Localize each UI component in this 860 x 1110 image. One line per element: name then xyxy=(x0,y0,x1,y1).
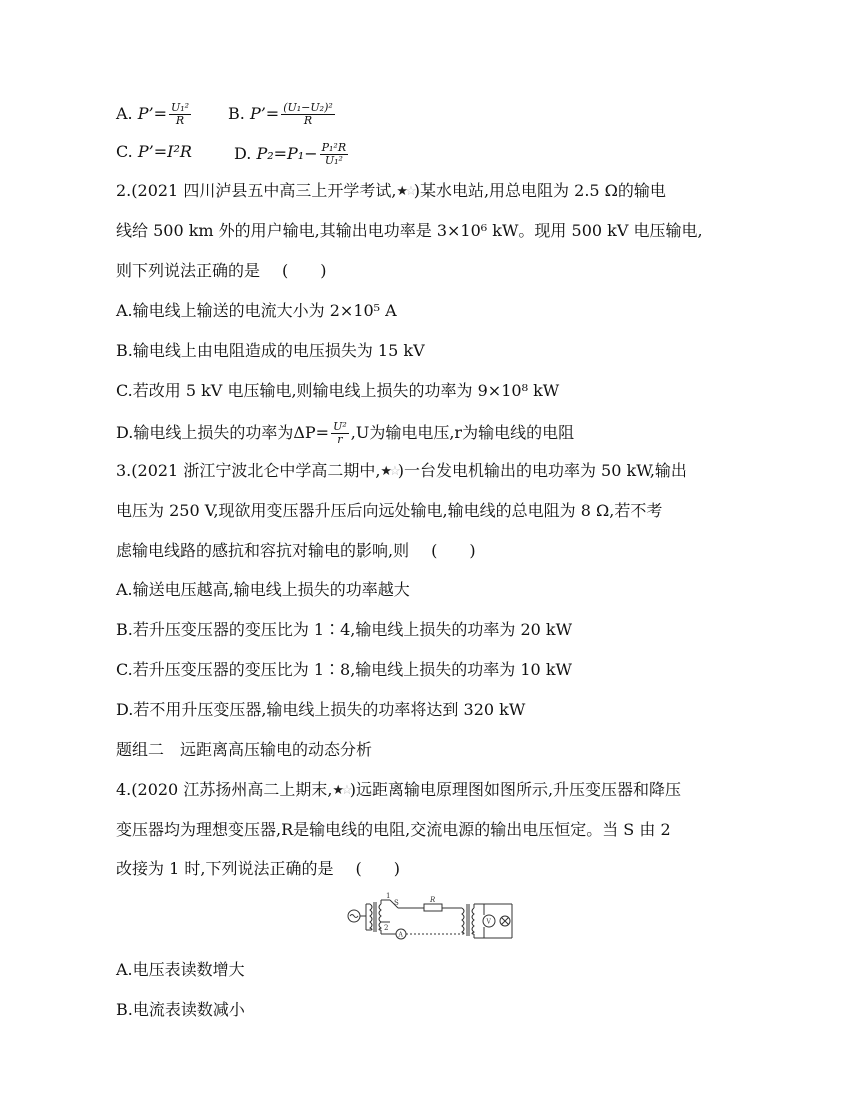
q3-option-a: A.输送电压越高,输电线上损失的功率越大 xyxy=(116,580,410,599)
fraction xyxy=(281,102,335,127)
option-label: B. xyxy=(228,104,245,123)
denominator: r xyxy=(337,433,343,446)
fraction xyxy=(169,102,191,127)
q2-stem-line-1 xyxy=(116,181,666,202)
q3-stem-line-1 xyxy=(116,461,687,482)
option-label: A. xyxy=(116,104,133,123)
transformer-secondary-icon xyxy=(379,904,381,930)
switch-s-label: S xyxy=(394,899,399,907)
q3-stem-line-3 xyxy=(116,541,476,561)
transformer-primary-icon xyxy=(370,904,372,930)
q2-option-d xyxy=(116,421,574,446)
voltmeter-label: V xyxy=(486,918,491,926)
question-text: )某水电站,用总电阻为 2.5 Ω的输电 xyxy=(413,181,666,200)
option-text: D.输电线上损失的功率为ΔP= xyxy=(116,423,330,442)
q3-option-b: B.若升压变压器的变压比为 1∶4,输电线上损失的功率为 20 kW xyxy=(116,620,573,639)
question-text: 3.(2021 浙江宁波北仑中学高二期中, xyxy=(116,461,381,480)
q2-stem-line-2: 线给 500 km 外的用户输电,其输出电功率是 3×10⁶ kW。现用 500 kV 电压输电, xyxy=(116,221,703,240)
formula-lhs: P₂=P₁− xyxy=(256,144,318,163)
numerator: (U₁−U₂)² xyxy=(283,101,333,114)
q3-option-c: C.若升压变压器的变压比为 1∶8,输电线上损失的功率为 10 kW xyxy=(116,660,572,679)
option-label: D. xyxy=(234,144,252,163)
q1-option-c xyxy=(116,142,192,162)
numerator: U₁² xyxy=(171,101,190,114)
q2-option-c: C.若改用 5 kV 电压输电,则输电线上损失的功率为 9×10⁸ kW xyxy=(116,381,560,400)
difficulty-star-icon xyxy=(380,462,397,482)
difficulty-star-icon xyxy=(332,781,349,801)
q4-option-a: A.电压表读数增大 xyxy=(116,960,245,979)
option-label: C. xyxy=(116,142,133,161)
answer-blank: ( ) xyxy=(355,859,400,878)
question-text: 虑输电线路的感抗和容抗对输电的影响,则 xyxy=(116,541,410,560)
ammeter-label: A xyxy=(398,931,403,939)
fraction xyxy=(320,142,349,167)
difficulty-star-icon xyxy=(396,182,413,202)
section-title: 题组二 远距离高压输电的动态分析 xyxy=(116,740,373,759)
star-empty-icon: ☆ xyxy=(405,184,414,199)
star-empty-icon: ☆ xyxy=(341,783,350,798)
formula: P’=I²R xyxy=(137,142,192,161)
denominator: U₁² xyxy=(324,154,343,167)
tap-2-label: 2 xyxy=(384,924,389,932)
star-empty-icon: ☆ xyxy=(389,464,398,479)
q1-option-b xyxy=(228,102,337,127)
q1-option-d xyxy=(234,142,350,167)
question-text: 则下列说法正确的是 xyxy=(116,261,261,280)
denominator: R xyxy=(175,114,185,127)
q2-option-a: A.输电线上输送的电流大小为 2×10⁵ A xyxy=(116,301,397,320)
star-filled-icon: ★ xyxy=(380,464,390,479)
formula-lhs: P’= xyxy=(249,104,280,123)
fraction xyxy=(331,421,349,446)
answer-blank: ( ) xyxy=(282,261,327,280)
circuit-diagram xyxy=(344,890,516,942)
star-filled-icon: ★ xyxy=(396,184,406,199)
q3-stem-line-2: 电压为 250 V,现欲用变压器升压后向远处输电,输电线的总电阻为 8 Ω,若不考 xyxy=(116,501,663,520)
numerator: U² xyxy=(333,420,347,433)
answer-blank: ( ) xyxy=(431,541,476,560)
question-text: )一台发电机输出的电功率为 50 kW,输出 xyxy=(397,461,687,480)
q4-option-b: B.电流表读数减小 xyxy=(116,1000,245,1019)
formula-lhs: P’= xyxy=(137,104,167,123)
q2-stem-line-3 xyxy=(116,261,327,281)
star-filled-icon: ★ xyxy=(332,783,342,798)
denominator: R xyxy=(303,114,313,127)
q3-option-d: D.若不用升压变压器,输电线上损失的功率将达到 320 kW xyxy=(116,700,526,719)
question-text: 改接为 1 时,下列说法正确的是 xyxy=(116,859,334,878)
question-text: )远距离输电原理图如图所示,升压变压器和降压 xyxy=(349,780,682,799)
question-text: 4.(2020 江苏扬州高二上期末, xyxy=(116,780,333,799)
numerator: P₁²R xyxy=(321,141,347,154)
resistor-label: R xyxy=(430,896,436,904)
q4-stem-line-3 xyxy=(116,859,400,879)
q2-option-b: B.输电线上由电阻造成的电压损失为 15 kV xyxy=(116,341,425,360)
option-text: ,U为输电电压,r为输电线的电阻 xyxy=(350,423,575,442)
q4-stem-line-2: 变压器均为理想变压器,R是输电线的电阻,交流电源的输出电压恒定。当 S 由 2 xyxy=(116,820,671,839)
resistor-icon xyxy=(424,904,442,911)
tap-1-label: 1 xyxy=(386,892,391,900)
q4-stem-line-1 xyxy=(116,780,681,801)
q1-option-a xyxy=(116,102,193,127)
question-text: 2.(2021 四川泸县五中高三上开学考试, xyxy=(116,181,397,200)
